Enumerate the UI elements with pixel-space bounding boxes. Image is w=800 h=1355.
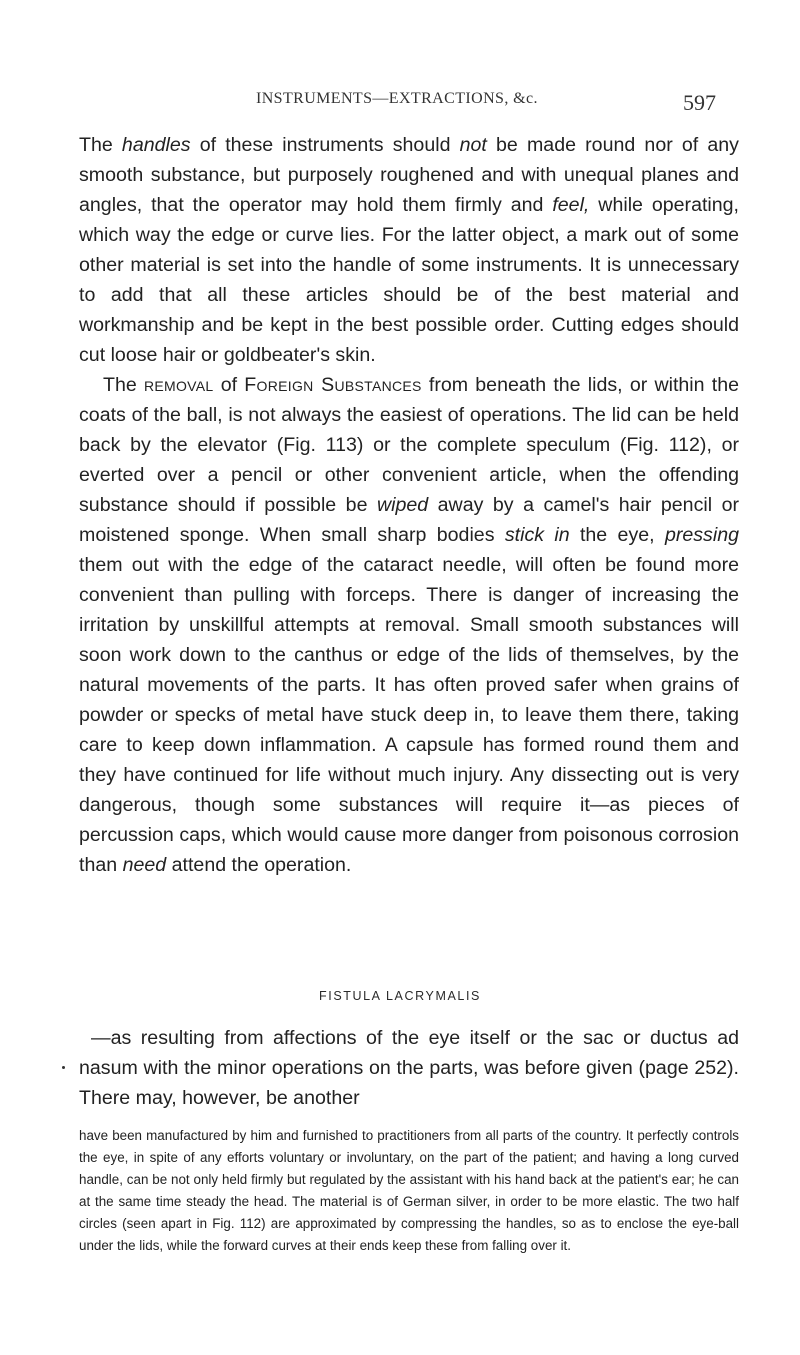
- text-run: The: [103, 374, 144, 396]
- italic-handles: handles: [121, 134, 191, 156]
- running-title: INSTRUMENTS—EXTRACTIONS, &c.: [256, 90, 538, 107]
- continuation-paragraph: —as resulting from affections of the eye itself or the sac or ductus ad nasum with the minor operations on the parts, was before given (page 252). There may, however, be another: [79, 1027, 739, 1109]
- text-run: them out with the edge of the cataract needle, will often be found more convenient than pulling with forceps. There is danger of increasing the irritation by unskillful attempts at removal. Small smooth substances will soon work down to the canthus or edge of the lids of themselves, by the natural movements of the parts. It has often proved safer when grains of powder or specks of metal have stuck deep in, to leave them there, taking care to keep down inflammation. A capsule has formed round them and they have continued for life without much injury. Any dissecting out is very dangerous, though some substances will require it—as pieces of percussion caps, which would cause more danger from poisonous corrosion than: [79, 554, 739, 876]
- section-continuation: [79, 1023, 739, 1113]
- text-run: the eye,: [569, 524, 665, 546]
- text-run: of these instruments should: [190, 134, 460, 156]
- italic-need: need: [122, 854, 167, 876]
- text-run: from beneath the lids, or within the coats of the ball, is not always the easiest of operations. The lid can be held back by the elevator (Fig. 113) or the complete speculum (Fig. 112), or everted over a pencil or other convenient article, when the offending substance should if possible be: [79, 374, 739, 516]
- text-run: while operating, which way the edge or curve lies. For the latter object, a mark out of some other material is set into the handle of some instruments. It is unnecessary to add that all these articles should be of the best material and workmanship and be kept in the best possible order. Cutting edges should cut loose hair or goldbeater's skin.: [79, 194, 740, 366]
- main-text: [79, 130, 739, 880]
- italic-feel: feel,: [552, 194, 590, 216]
- italic-wiped: wiped: [376, 494, 429, 516]
- paragraph-foreign-substances: [79, 370, 739, 880]
- italic-pressing: pressing: [664, 524, 739, 546]
- text-run: be made round nor of any smooth substance, but purposely roughened and with unequal planes and angles, that the operator may hold them firmly and: [79, 134, 739, 216]
- smallcaps-foreign-substances: Foreign Substances: [244, 374, 422, 396]
- running-head: [60, 90, 740, 120]
- italic-stick-in: stick in: [504, 524, 570, 546]
- text-run: The: [79, 134, 122, 156]
- text-run: of: [213, 374, 245, 396]
- text-run: attend the operation.: [166, 854, 352, 876]
- footnote: [79, 1125, 739, 1257]
- section-heading-fistula-lacrymalis: FISTULA LACRYMALIS: [319, 989, 481, 1003]
- page-number: 597: [683, 90, 716, 115]
- smallcaps-removal: removal: [143, 374, 214, 396]
- text-run: away by a camel's hair pencil or moistened sponge. When small sharp bodies: [79, 494, 739, 546]
- paragraph-handles: [79, 130, 739, 370]
- italic-not: not: [459, 134, 487, 156]
- stray-print-mark: [62, 1066, 65, 1069]
- footnote-text: have been manufactured by him and furnished to practitioners from all parts of the country. It perfectly controls the eye, in spite of any efforts voluntary or involuntary, on the part of the patient; and having a long curved handle, can be not only held firmly but regulated by the assistant with his hand back at the patient's ear; he can at the same time steady the head. The material is of German silver, in order to be more elastic. The two half circles (seen apart in Fig. 112) are approximated by compressing the handles, so as to enclose the eye-ball under the lids, while the forward curves at their ends keep these from falling over it.: [79, 1128, 739, 1253]
